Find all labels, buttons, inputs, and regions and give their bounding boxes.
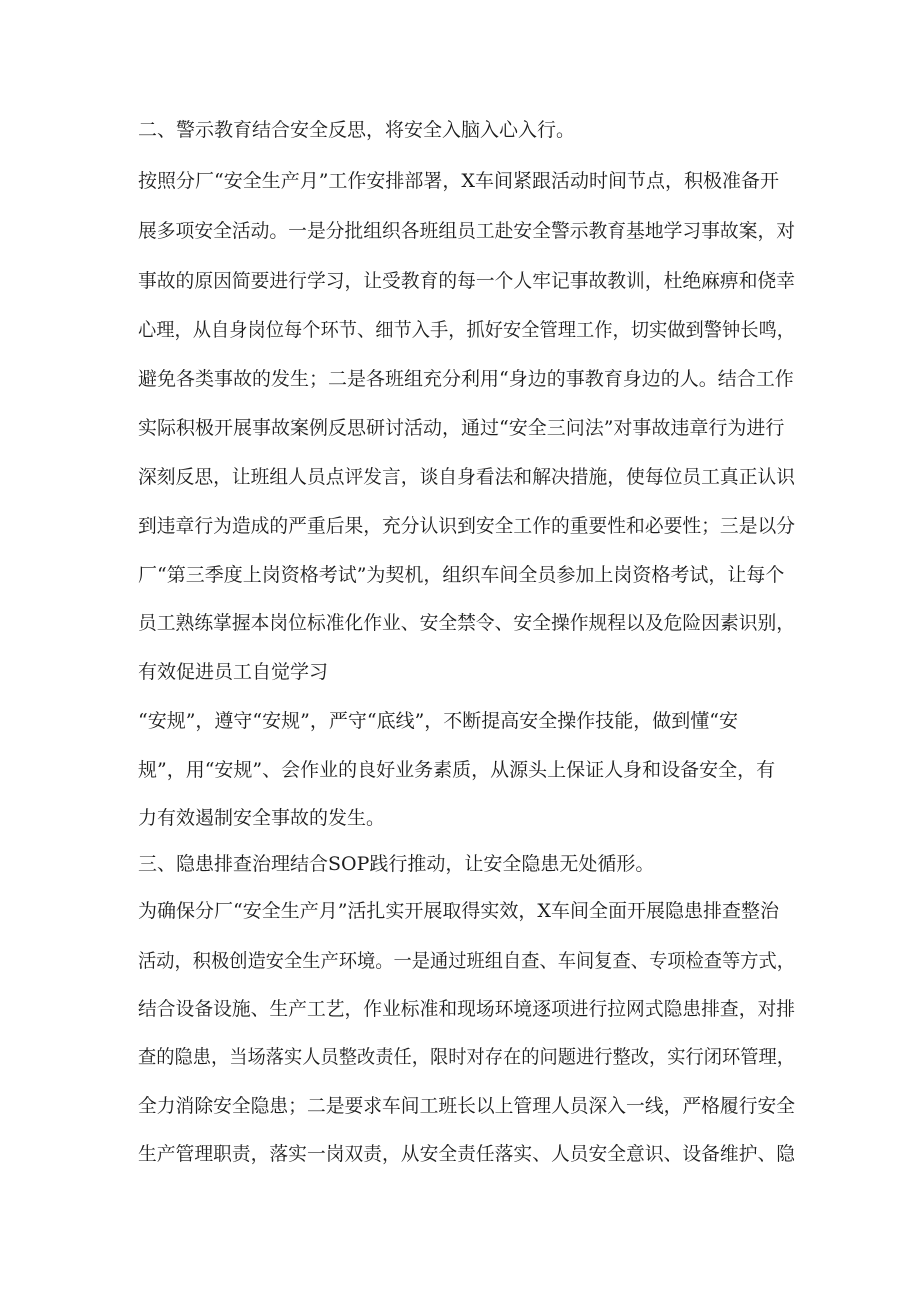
section-heading-2: 二、警示教育结合安全反思，将安全入脑入心入行。 bbox=[138, 119, 576, 141]
section-heading-3: 三、隐患排查治理结合SOP践行推动，让安全隐患无处循形。 bbox=[138, 853, 655, 875]
paragraph-line: 深刻反思，让班组人员点评发言，谈自身看法和解决措施，使每位员工真正认识 bbox=[138, 466, 796, 488]
paragraph-line: 规”，用“安规”、会作业的良好业务素质，从源头上保证人身和设备安全，有 bbox=[138, 759, 776, 781]
paragraph-line: 查的隐患，当场落实人员整改责任，限时对存在的问题进行整改，实行闭环管理， bbox=[138, 1046, 796, 1068]
paragraph-line: 事故的原因简要进行学习，让受教育的每一个人牢记事故教训，杜绝麻痹和侥幸 bbox=[138, 270, 796, 292]
paragraph-line: 展多项安全活动。一是分批组织各班组员工赴安全警示教育基地学习事故案，对 bbox=[138, 220, 796, 242]
paragraph-line: 活动，积极创造安全生产环境。一是通过班组自查、车间复查、专项检查等方式， bbox=[138, 950, 796, 972]
paragraph-line: 有效促进员工自觉学习 bbox=[138, 661, 329, 683]
paragraph-line: 力有效遏制安全事故的发生。 bbox=[138, 807, 386, 829]
paragraph-line: 生产管理职责，落实一岗双责，从安全责任落实、人员安全意识、设备维护、隐 bbox=[138, 1143, 796, 1165]
paragraph-line: 厂“第三季度上岗资格考试”为契机，组织车间全员参加上岗资格考试，让每个 bbox=[138, 564, 785, 586]
paragraph-line: 为确保分厂“安全生产月”活扎实开展取得实效，X车间全面开展隐患排查整治 bbox=[138, 900, 779, 922]
paragraph-line: 避免各类事故的发生；二是各班组充分利用“身边的事教育身边的人。结合工作 bbox=[138, 368, 794, 390]
paragraph-line: 结合设备设施、生产工艺，作业标准和现场环境逐项进行拉网式隐患排查，对排 bbox=[138, 998, 796, 1020]
paragraph-line: 全力消除安全隐患；二是要求车间工班长以上管理人员深入一线，严格履行安全 bbox=[138, 1095, 796, 1117]
paragraph-line: 心理，从自身岗位每个环节、细节入手，抓好安全管理工作，切实做到警钟长鸣， bbox=[138, 319, 796, 341]
paragraph-line: 按照分厂“安全生产月”工作安排部署，X车间紧跟活动时间节点，积极准备开 bbox=[138, 170, 779, 192]
paragraph-line: “安规”，遵守“安规”，严守“底线”，不断提高安全操作技能，做到懂“安 bbox=[138, 710, 738, 732]
paragraph-line: 到违章行为造成的严重后果，充分认识到安全工作的重要性和必要性；三是以分 bbox=[138, 515, 796, 537]
paragraph-line: 实际积极开展事故案例反思研讨活动，通过“安全三问法”对事故违章行为进行 bbox=[138, 417, 785, 439]
paragraph-line: 员工熟练掌握本岗位标准化作业、安全禁令、安全操作规程以及危险因素识别， bbox=[138, 612, 796, 634]
